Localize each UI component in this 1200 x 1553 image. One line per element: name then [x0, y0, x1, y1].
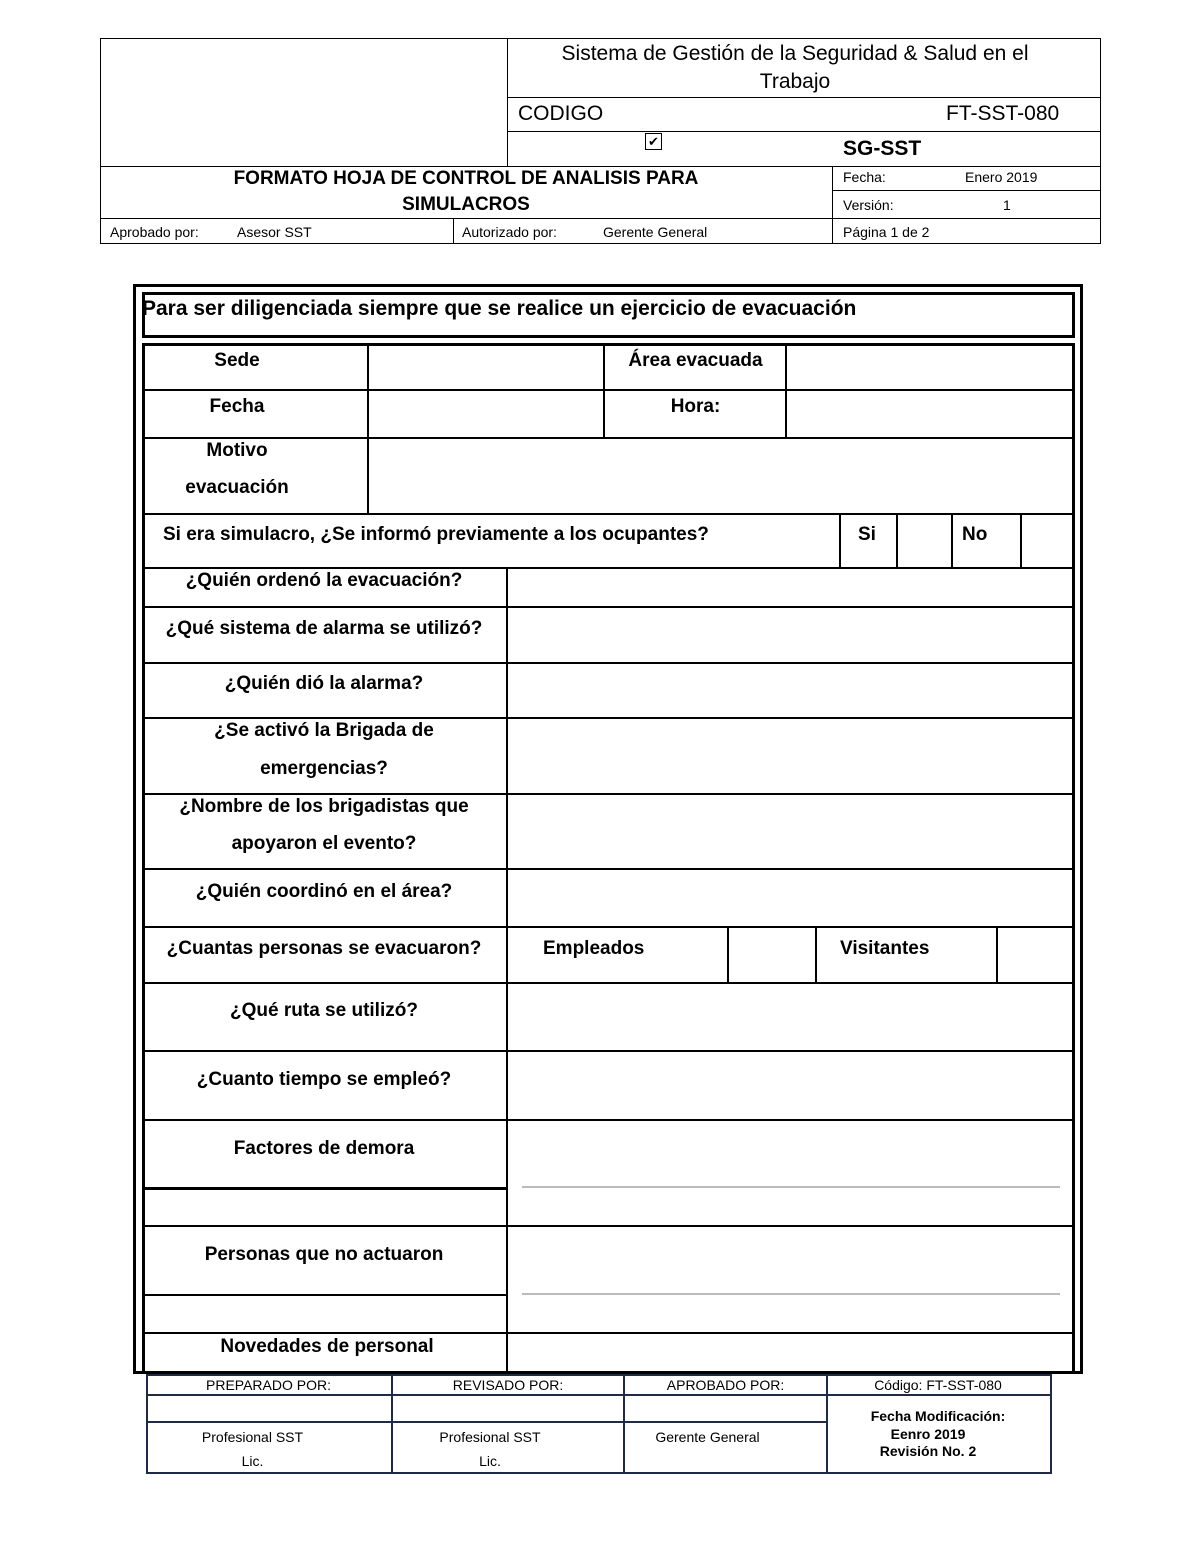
quien-ordeno-field[interactable] — [509, 570, 1072, 605]
q-quien-ordeno: ¿Quién ordenó la evacuación? — [185, 570, 463, 591]
fecha-label: Fecha: — [843, 169, 886, 185]
area-evacuada-label: Área evacuada — [628, 350, 763, 371]
hora-field[interactable] — [788, 392, 1072, 436]
q-brigada: ¿Se activó la Brigada de — [214, 720, 434, 741]
ruta-field[interactable] — [509, 985, 1072, 1049]
factores-label: Factores de demora — [233, 1138, 415, 1159]
revisado-signature-field[interactable] — [394, 1396, 622, 1421]
codigo-value: FT-SST-080 — [946, 102, 1060, 125]
motivo-label-line2: evacuación — [185, 477, 289, 498]
q-brigada-line2: emergencias? — [260, 758, 388, 779]
q-sistema-alarma: ¿Qué sistema de alarma se utilizó? — [165, 618, 483, 639]
preparado-signature-field[interactable] — [148, 1396, 390, 1421]
q-brigadistas: ¿Nombre de los brigadistas que — [179, 796, 469, 817]
no-label: No — [962, 524, 988, 545]
system-title: Sistema de Gestión de la Seguridad & Salud en el — [561, 42, 1029, 65]
personas-no-actuaron-field[interactable] — [509, 1228, 1072, 1331]
system-title-line2: Trabajo — [759, 70, 831, 93]
tiempo-field[interactable] — [509, 1053, 1072, 1118]
revisado-title: Lic. — [479, 1453, 501, 1469]
simulacro-question: Si era simulacro, ¿Se informó previamente a los ocupantes? — [163, 524, 709, 545]
codigo-footer: Código: FT-SST-080 — [874, 1377, 1002, 1393]
page-number: Página 1 de 2 — [843, 224, 930, 240]
checkbox-icon — [645, 133, 662, 150]
quien-dio-field[interactable] — [509, 665, 1072, 716]
coordino-field[interactable] — [509, 871, 1072, 925]
program-name: SG-SST — [843, 137, 922, 160]
empleados-label: Empleados — [543, 938, 645, 959]
revisado-label: REVISADO POR: — [452, 1377, 564, 1393]
q-tiempo: ¿Cuanto tiempo se empleó? — [196, 1069, 452, 1090]
brigada-field[interactable] — [509, 720, 1072, 792]
codigo-label: CODIGO — [518, 102, 604, 125]
brigadistas-field[interactable] — [509, 796, 1072, 867]
version-label: Versión: — [843, 197, 894, 213]
sede-label: Sede — [214, 350, 260, 371]
form-title: FORMATO HOJA DE CONTROL DE ANALISIS PARA — [233, 168, 699, 189]
si-checkbox[interactable] — [898, 517, 950, 566]
check-mark: ✔ — [648, 134, 659, 149]
empleados-field[interactable] — [729, 929, 814, 981]
form-banner: Para ser diligenciada siempre que se realice un ejercicio de evacuación — [142, 297, 857, 320]
aprobado-label: Aprobado por: — [110, 224, 199, 240]
q-cuantas: ¿Cuantas personas se evacuaron? — [166, 938, 482, 959]
aprobado-signature-field[interactable] — [626, 1396, 825, 1421]
revision-number: Revisión No. 2 — [879, 1443, 977, 1459]
preparado-title: Lic. — [241, 1453, 264, 1469]
preparado-label: PREPARADO POR: — [206, 1377, 331, 1393]
hora-label: Hora: — [670, 396, 721, 417]
fecha-value: Enero 2019 — [965, 169, 1038, 185]
novedades-field[interactable] — [509, 1335, 1072, 1371]
visitantes-label: Visitantes — [840, 938, 930, 959]
form-title-line2: SIMULACROS — [402, 194, 530, 215]
aprobado-value: Asesor SST — [237, 224, 312, 240]
factores-field[interactable] — [509, 1122, 1072, 1224]
sede-field[interactable] — [370, 346, 602, 388]
sistema-alarma-field[interactable] — [509, 609, 1072, 661]
visitantes-field[interactable] — [999, 929, 1072, 981]
motivo-field[interactable] — [370, 440, 1072, 512]
q-brigadistas-line2: apoyaron el evento? — [231, 833, 417, 854]
autorizado-value: Gerente General — [603, 224, 708, 240]
aprobado-role: Gerente General — [655, 1429, 760, 1445]
fecha-modificacion-label: Fecha Modificación: — [870, 1408, 1006, 1424]
autorizado-label: Autorizado por: — [462, 224, 557, 240]
version-value: 1 — [1003, 197, 1011, 213]
no-checkbox[interactable] — [1022, 517, 1072, 566]
fecha-modificacion-value: Eenro 2019 — [890, 1426, 966, 1442]
aprobado-label: APROBADO POR: — [666, 1377, 785, 1393]
area-evacuada-field[interactable] — [788, 346, 1072, 388]
preparado-role: Profesional SST — [201, 1429, 304, 1445]
si-label: Si — [858, 524, 876, 545]
fecha-field[interactable] — [370, 392, 602, 436]
q-coordino: ¿Quién coordinó en el área? — [195, 881, 453, 902]
personas-no-actuaron-label: Personas que no actuaron — [204, 1244, 444, 1265]
motivo-label: Motivo — [206, 440, 268, 461]
revisado-role: Profesional SST — [439, 1429, 541, 1445]
fecha-label: Fecha — [209, 396, 265, 417]
q-ruta: ¿Qué ruta se utilizó? — [230, 1000, 418, 1021]
q-quien-dio: ¿Quién dió la alarma? — [224, 673, 424, 694]
novedades-label: Novedades de personal — [220, 1336, 434, 1357]
